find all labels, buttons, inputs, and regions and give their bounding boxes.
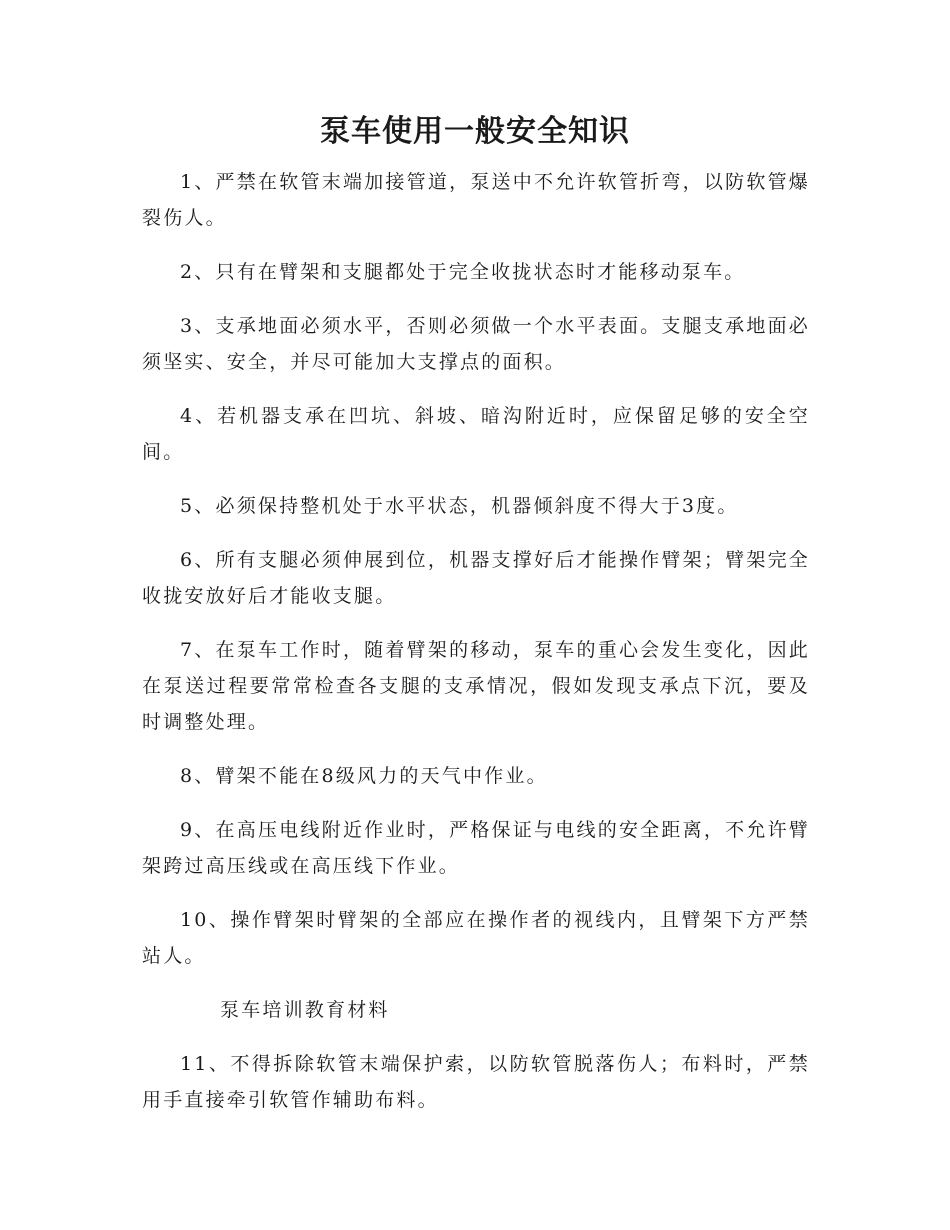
safety-item-11: 11、不得拆除软管末端保护索，以防软管脱落伤人；布料时，严禁用手直接牵引软管作辅助布料。	[142, 1053, 810, 1111]
safety-item-7: 7、在泵车工作时，随着臂架的移动，泵车的重心会发生变化，因此在泵送过程要常常检查各支腿的支承情况，假如发现支承点下沉，要及时调整处理。	[142, 639, 810, 733]
safety-item-1: 1、严禁在软管末端加接管道，泵送中不允许软管折弯，以防软管爆裂伤人。	[142, 171, 810, 229]
safety-item-4: 4、若机器支承在凹坑、斜坡、暗沟附近时，应保留足够的安全空间。	[142, 405, 810, 463]
section-subheading: 泵车培训教育材料	[220, 999, 390, 1021]
safety-item-9: 9、在高压电线附近作业时，严格保证与电线的安全距离，不允许臂架跨过高压线或在高压线下作业。	[142, 819, 810, 877]
page-title: 泵车使用一般安全知识	[320, 114, 630, 149]
safety-item-10: 10、操作臂架时臂架的全部应在操作者的视线内，且臂架下方严禁站人。	[142, 909, 810, 967]
safety-item-8: 8、臂架不能在8级风力的天气中作业。	[180, 765, 548, 787]
safety-item-2: 2、只有在臂架和支腿都处于完全收拢状态时才能移动泵车。	[180, 261, 746, 283]
safety-item-6: 6、所有支腿必须伸展到位，机器支撑好后才能操作臂架；臂架完全收拢安放好后才能收支腿。	[142, 549, 810, 607]
safety-item-3: 3、支承地面必须水平，否则必须做一个水平表面。支腿支承地面必须坚实、安全，并尽可能加大支撑点的面积。	[142, 315, 810, 373]
safety-item-5: 5、必须保持整机处于水平状态，机器倾斜度不得大于3度。	[180, 495, 739, 517]
document-body	[142, 164, 810, 1136]
